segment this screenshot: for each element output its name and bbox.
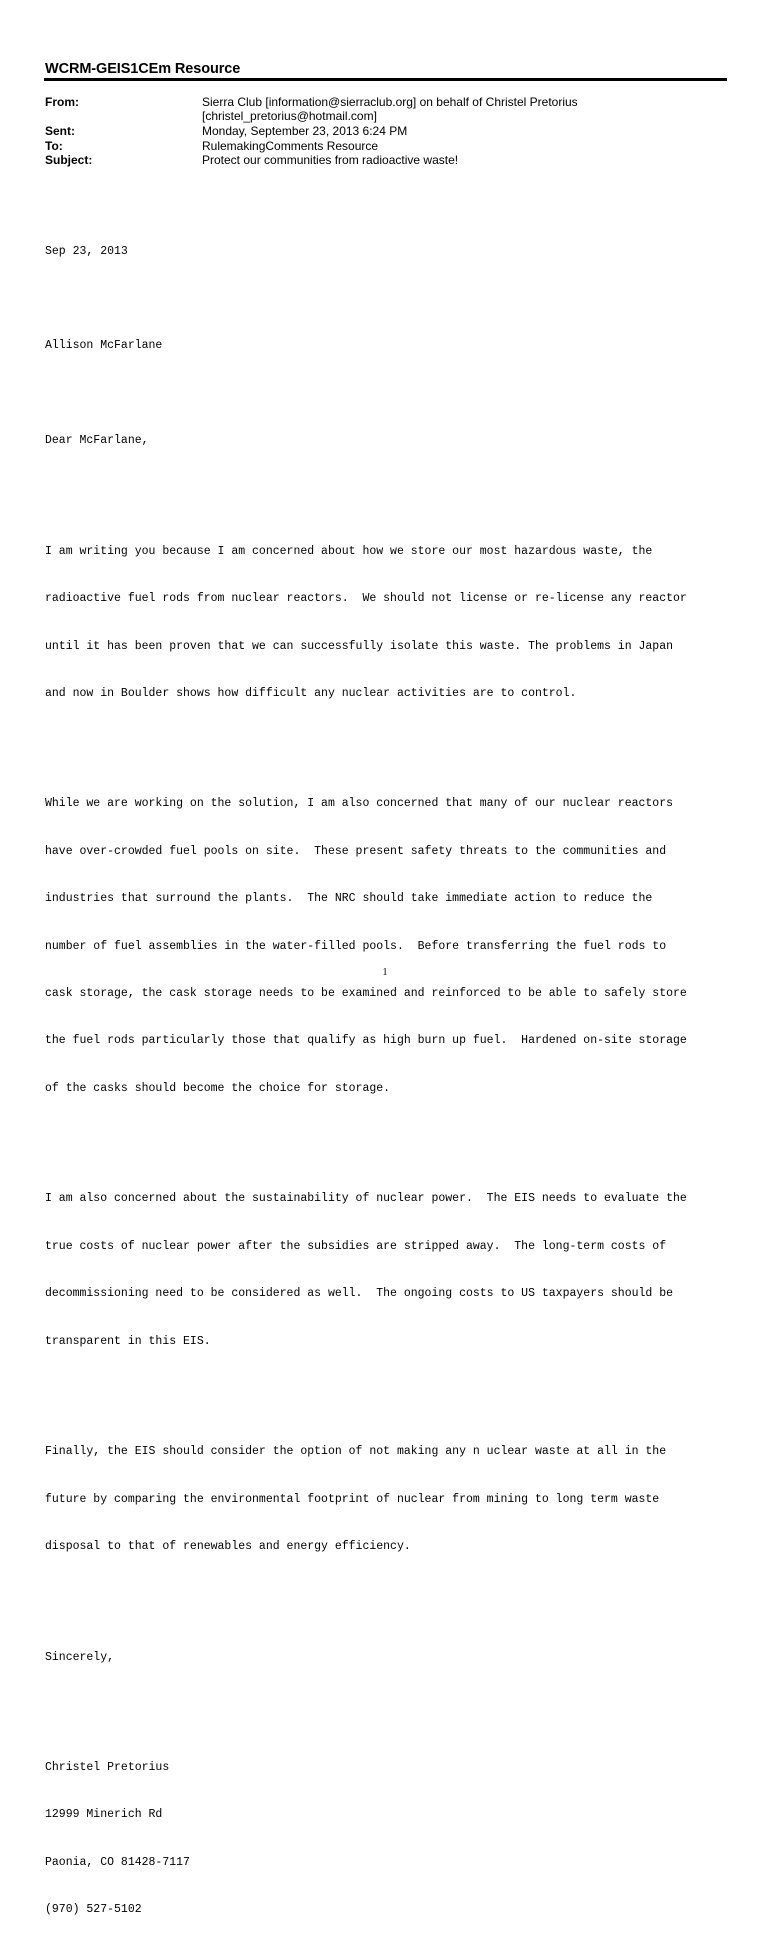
paragraph-4-line: disposal to that of renewables and energy efficiency. xyxy=(45,1539,411,1553)
paragraph-2-line: number of fuel assemblies in the water-filled pools. Before transferring the fuel rods to xyxy=(45,939,667,953)
letter-closing: Sincerely, xyxy=(45,1650,115,1664)
sent-label: Sent: xyxy=(45,124,75,138)
paragraph-2-line: the fuel rods particularly those that qualify as high burn up fuel. Hardened on-site storage xyxy=(45,1034,687,1048)
page-number: 1 xyxy=(382,967,388,978)
from-label: From: xyxy=(45,95,79,109)
from-value-email: [christel_pretorius@hotmail.com] xyxy=(202,109,377,123)
to-value: RulemakingComments Resource xyxy=(202,139,379,153)
paragraph-2-line: While we are working on the solution, I am also concerned that many of our nuclear reactors xyxy=(45,797,674,811)
signature-street: 12999 Minerich Rd xyxy=(45,1808,163,1822)
paragraph-1-line: radioactive fuel rods from nuclear reactors. We should not license or re-license any reactor xyxy=(45,592,687,606)
from-value: Sierra Club [information@sierraclub.org] on behalf of Christel Pretorius xyxy=(202,95,578,109)
paragraph-2-line: industries that surround the plants. The NRC should take immediate action to reduce the xyxy=(45,892,653,906)
letter-recipient: Allison McFarlane xyxy=(45,339,163,353)
letter-date: Sep 23, 2013 xyxy=(45,244,128,258)
paragraph-4-line: future by comparing the environmental footprint of nuclear from mining to long term waste xyxy=(45,1492,660,1506)
sent-value: Monday, September 23, 2013 6:24 PM xyxy=(202,124,408,138)
paragraph-2-line: of the casks should become the choice for storage. xyxy=(45,1081,391,1095)
paragraph-1-line: I am writing you because I am concerned about how we store our most hazardous waste, the xyxy=(45,544,653,558)
subject-value: Protect our communities from radioactive waste! xyxy=(202,153,459,167)
page-title: WCRM-GEIS1CEm Resource xyxy=(45,61,241,77)
signature-city: Paonia, CO 81428-7117 xyxy=(45,1855,190,1869)
paragraph-2-line: cask storage, the cask storage needs to be examined and reinforced to be able to safely store xyxy=(45,987,687,1001)
signature-name: Christel Pretorius xyxy=(45,1761,170,1775)
paragraph-3-line: I am also concerned about the sustainability of nuclear power. The EIS needs to evaluate the xyxy=(45,1192,687,1206)
paragraph-3-line: true costs of nuclear power after the subsidies are stripped away. The long-term costs of xyxy=(45,1239,667,1253)
paragraph-1-line: and now in Boulder shows how difficult any nuclear activities are to control. xyxy=(45,686,577,700)
paragraph-3-line: decommissioning need to be considered as well. The ongoing costs to US taxpayers should be xyxy=(45,1287,674,1301)
subject-label: Subject: xyxy=(45,153,93,167)
title-rule xyxy=(44,78,727,81)
paragraph-3-line: transparent in this EIS. xyxy=(45,1334,211,1348)
letter-salutation: Dear McFarlane, xyxy=(45,434,149,448)
paragraph-4-line: Finally, the EIS should consider the option of not making any n uclear waste at all in the xyxy=(45,1445,667,1459)
signature-phone: (970) 527-5102 xyxy=(45,1903,142,1917)
paragraph-2-line: have over-crowded fuel pools on site. These present safety threats to the communities and xyxy=(45,844,667,858)
to-label: To: xyxy=(45,139,63,153)
paragraph-1-line: until it has been proven that we can successfully isolate this waste. The problems in Japan xyxy=(45,639,674,653)
letter-body xyxy=(45,212,735,1934)
